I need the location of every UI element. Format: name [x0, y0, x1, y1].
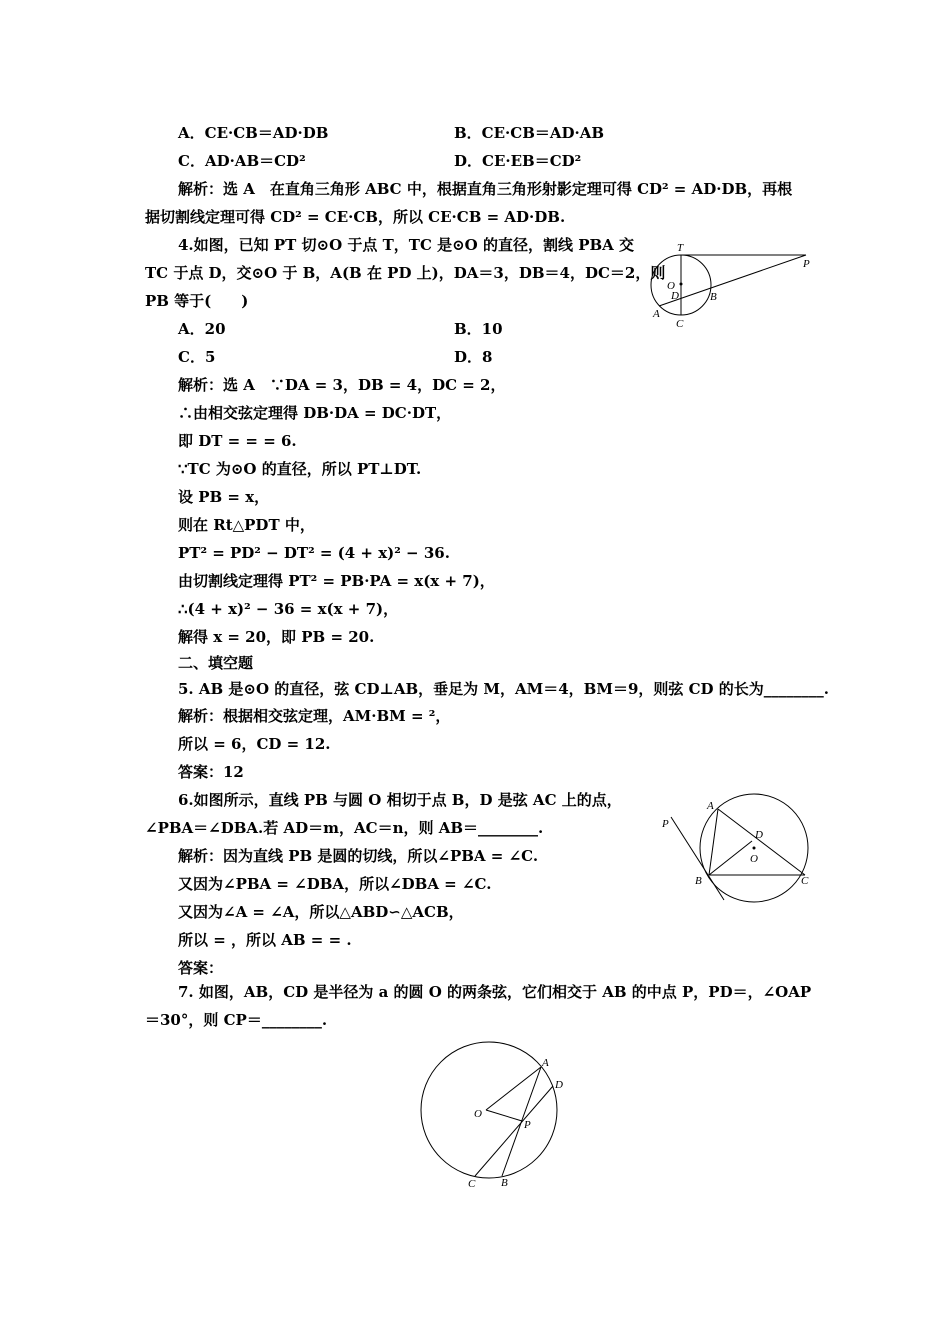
section-heading: 二、填空题	[178, 654, 254, 672]
q4-label-d: D	[671, 290, 679, 302]
q6-solution-line: 所以 = ，所以 AB = = .	[178, 931, 352, 949]
q4-stem-line-3: PB 等于( )	[145, 292, 249, 310]
q6-label-d: D	[755, 829, 763, 841]
q4-label-a: A	[653, 308, 660, 320]
q7-label-a: A	[542, 1057, 549, 1069]
q4-figure	[640, 238, 820, 333]
q4-label-p: P	[803, 258, 810, 270]
q7-stem-line-1: 7. 如图，AB，CD 是半径为 a 的圆 O 的两条弦，它们相交于 AB 的中点 P，PD＝，∠OAP	[178, 983, 812, 1001]
q3-solution-line-2: 据切割线定理可得 CD² = CE·CB，所以 CE·CB = AD·DB.	[145, 208, 566, 226]
q6-label-p: P	[662, 818, 669, 830]
q4-solution-line: ∴由相交弦定理得 DB·DA = DC·DT，	[178, 404, 452, 422]
q3-option-d: D．CE·EB＝CD²	[454, 152, 582, 170]
q6-segment-ab	[709, 809, 718, 875]
q4-label-o: O	[667, 280, 675, 292]
q7-figure	[410, 1038, 580, 1193]
q6-answer: 答案：	[178, 959, 224, 977]
q4-center-dot	[680, 283, 683, 286]
q7-label-p: P	[524, 1119, 531, 1131]
q7-circle	[421, 1042, 557, 1178]
q3-option-b: B．CE·CB＝AD·AB	[454, 124, 605, 142]
q6-stem-line-2: ∠PBA＝∠DBA.若 AD＝m，AC＝n，则 AB＝________.	[145, 819, 544, 837]
q3-solution-line-1: 解析：选 A 在直角三角形 ABC 中，根据直角三角形射影定理可得 CD² = AD·DB，再根	[178, 180, 793, 198]
q7-chord-cd	[475, 1086, 553, 1176]
q4-solution-line: PT² = PD² − DT² = (4 + x)² − 36.	[178, 544, 450, 562]
q6-segment-bd	[709, 841, 752, 875]
q4-stem-line-1: 4.如图，已知 PT 切⊙O 于点 T，TC 是⊙O 的直径，割线 PBA 交	[178, 236, 635, 254]
q7-segment-oa	[486, 1067, 541, 1110]
q4-solution-line: ∴(4 + x)² − 36 = x(x + 7)，	[178, 600, 399, 618]
q6-segment-ac	[718, 809, 805, 875]
q4-option-d: D．8	[454, 348, 493, 366]
q4-solution-line: 则在 Rt△PDT 中，	[178, 516, 315, 534]
q4-solution-line: 解析：选 A ∵DA = 3，DB = 4，DC = 2，	[178, 376, 506, 394]
q4-label-c: C	[676, 318, 684, 330]
q4-stem-line-2: TC 于点 D，交⊙O 于 B，A(B 在 PD 上)，DA＝3，DB＝4，DC＝2，则	[145, 264, 666, 282]
q7-segment-op	[486, 1110, 522, 1121]
q6-label-b: B	[695, 875, 702, 887]
q5-solution-line-2: 所以 = 6，CD = 12.	[178, 735, 331, 753]
q4-option-c: C．5	[178, 348, 216, 366]
q7-label-b: B	[501, 1177, 508, 1189]
q7-stem-line-2: ＝30°，则 CP＝________.	[145, 1011, 328, 1029]
q3-option-a: A．CE·CB＝AD·DB	[178, 124, 329, 142]
q6-center-dot	[753, 847, 756, 850]
q4-solution-line: 由切割线定理得 PT² = PB·PA = x(x + 7)，	[178, 572, 495, 590]
q5-solution-line-1: 解析：根据相交弦定理，AM·BM = ²，	[178, 707, 451, 725]
q7-label-d: D	[555, 1079, 563, 1091]
q6-label-c: C	[801, 875, 809, 887]
q6-tangent-pb	[671, 817, 724, 900]
q4-solution-line: 即 DT = = = 6.	[178, 432, 297, 450]
q7-label-c: C	[468, 1178, 476, 1190]
q4-label-t: T	[677, 242, 684, 254]
q6-solution-line: 又因为∠PBA = ∠DBA，所以∠DBA = ∠C.	[178, 875, 492, 893]
q6-label-o: O	[750, 853, 758, 865]
q5-stem: 5. AB 是⊙O 的直径，弦 CD⊥AB，垂足为 M，AM＝4，BM＝9，则弦 CD 的长为________.	[178, 680, 830, 698]
q6-stem-line-1: 6.如图所示，直线 PB 与圆 O 相切于点 B，D 是弦 AC 上的点，	[178, 791, 622, 809]
q6-solution-line: 又因为∠A = ∠A，所以△ABD∽△ACB，	[178, 903, 464, 921]
q4-option-a: A．20	[178, 320, 226, 338]
q3-option-c: C．AD·AB＝CD²	[178, 152, 306, 170]
q6-solution-line: 解析：因为直线 PB 是圆的切线，所以∠PBA = ∠C.	[178, 847, 539, 865]
q4-solution-line: 解得 x = 20，即 PB = 20.	[178, 628, 375, 646]
q4-label-b: B	[710, 291, 717, 303]
q7-label-o: O	[474, 1108, 482, 1120]
q4-solution-line: ∵TC 为⊙O 的直径，所以 PT⊥DT.	[178, 460, 422, 478]
q5-answer: 答案：12	[178, 763, 244, 781]
q6-figure	[655, 790, 820, 905]
q4-solution-line: 设 PB = x，	[178, 488, 270, 506]
q6-label-a: A	[707, 800, 714, 812]
q4-option-b: B．10	[454, 320, 503, 338]
